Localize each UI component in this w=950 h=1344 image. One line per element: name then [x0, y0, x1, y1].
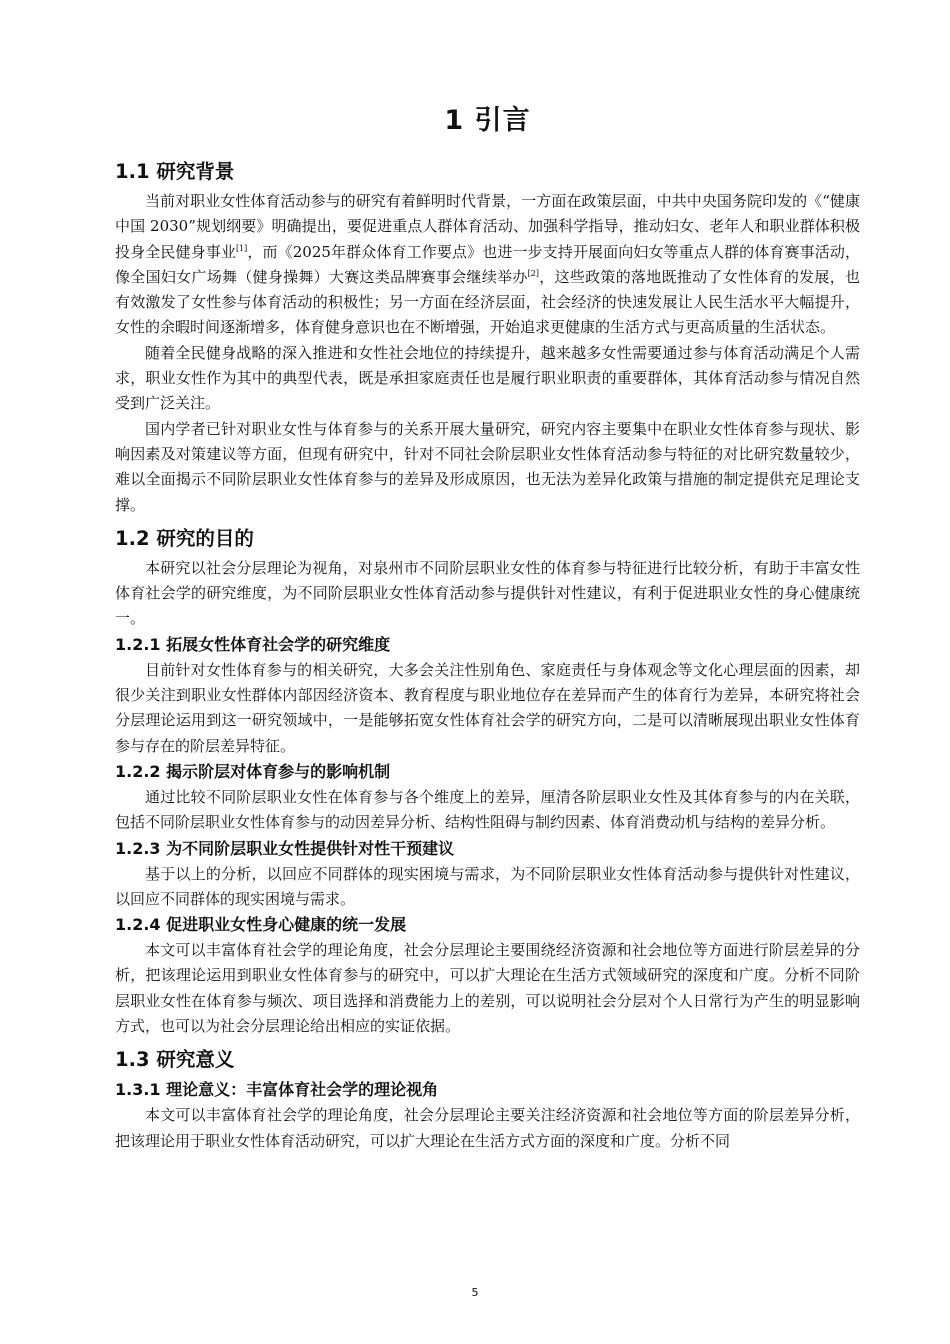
paragraph: 国内学者已针对职业女性与体育参与的关系开展大量研究，研究内容主要集中在职业女性体育参与现状、影响因素及对策建议等方面，但现有研究中，针对不同社会阶层职业女性体育活动参与特征的对比研究数量较少，难以全面揭示不同阶层职业女性体育参与的差异及形成原因，也无法为差异化政策与措施的制定提供充足理论支撑。: [115, 419, 860, 514]
subsection-heading-1-2-4: 1.2.4 促进职业女性身心健康的统一发展: [115, 915, 407, 935]
citation-ref[interactable]: [2]: [527, 268, 540, 278]
section-heading-1-2: 1.2 研究的目的: [115, 526, 254, 550]
paragraph: 本文可以丰富体育社会学的理论角度，社会分层理论主要关注经济资源和社会地位等方面的阶层差异分析，把该理论用于职业女性体育活动研究，可以扩大理论在生活方式方面的深度和广度。分析不同: [115, 1106, 860, 1150]
paragraph: 通过比较不同阶层职业女性在体育参与各个维度上的差异，厘清各阶层职业女性及其体育参与的内在关联，包括不同阶层职业女性体育参与的动因差异分析、结构性阻碍与制约因素、体育消费动机与结构的差异分析。: [115, 787, 860, 832]
subsection-heading-1-3-1: 1.3.1 理论意义：丰富体育社会学的理论视角: [115, 1080, 439, 1100]
page-number: 5: [471, 1286, 479, 1299]
paragraph: 当前对职业女性体育活动参与的研究有着鲜明时代背景，一方面在政策层面，中共中央国务院印发的《“健康中国 2030”规划纲要》明确提出，要促进重点人群体育活动、加强科学指导，推动妇女、老年人和职业群体积极投身全民健身事业[1]，而《2025年群众体育工作要点》也进一步支持开展面向妇女等重点人群的体育赛事活动，像全国妇女广场舞（健身操舞）大赛这类品牌赛事会继续举办[2]，这些政策的落地既推动了女性体育的发展，也有效激发了女性参与体育活动的积极性；另一方面在经济层面，社会经济的快速发展让人民生活水平大幅提升，女性的余暇时间逐渐增多，体育健身意识也在不断增强，开始追求更健康的生活方式与更高质量的生活状态。: [115, 192, 860, 337]
subsection-heading-1-2-1: 1.2.1 拓展女性体育社会学的研究维度: [115, 634, 391, 654]
section-heading-1-3: 1.3 研究意义: [115, 1048, 235, 1072]
chapter-title: 1 引言: [444, 105, 531, 136]
paragraph: 本文可以丰富体育社会学的理论角度，社会分层理论主要围绕经济资源和社会地位等方面进行阶层差异的分析，把该理论运用到职业女性体育参与的研究中，可以扩大理论在生活方式领域研究的深度和广度。分析不同阶层职业女性在体育参与频次、项目选择和消费能力上的差别，可以说明社会分层对个人日常行为产生的明显影响方式，也可以为社会分层理论给出相应的实证依据。: [115, 941, 860, 1036]
paragraph: 基于以上的分析，以回应不同群体的现实困境与需求，为不同阶层职业女性体育活动参与提供针对性建议，以回应不同群体的现实困境与需求。: [115, 864, 860, 908]
citation-ref[interactable]: [1]: [235, 243, 248, 253]
paragraph: 目前针对女性体育参与的相关研究，大多会关注性别角色、家庭责任与身体观念等文化心理层面的因素，却很少关注到职业女性群体内部因经济资本、教育程度与职业地位存在差异而产生的体育行为差异，本研究将社会分层理论运用到这一研究领域中，一是能够拓宽女性体育社会学的研究方向，二是可以清晰展现出职业女性体育参与存在的阶层差异特征。: [115, 660, 860, 755]
section-heading-1-1: 1.1 研究背景: [115, 160, 235, 183]
subsection-heading-1-2-2: 1.2.2 揭示阶层对体育参与的影响机制: [115, 761, 391, 781]
paragraph: 随着全民健身战略的深入推进和女性社会地位的持续提升，越来越多女性需要通过参与体育活动满足个人需求，职业女性作为其中的典型代表，既是承担家庭责任也是履行职业职责的重要群体，其体育活动参与情况自然受到广泛关注。: [115, 343, 860, 413]
subsection-heading-1-2-3: 1.2.3 为不同阶层职业女性提供针对性干预建议: [115, 838, 455, 858]
paragraph: 本研究以社会分层理论为视角，对泉州市不同阶层职业女性的体育参与特征进行比较分析，有助于丰富女性体育社会学的研究维度，为不同阶层职业女性体育活动参与提供针对性建议，有利于促进职业女性的身心健康统一。: [115, 558, 860, 628]
